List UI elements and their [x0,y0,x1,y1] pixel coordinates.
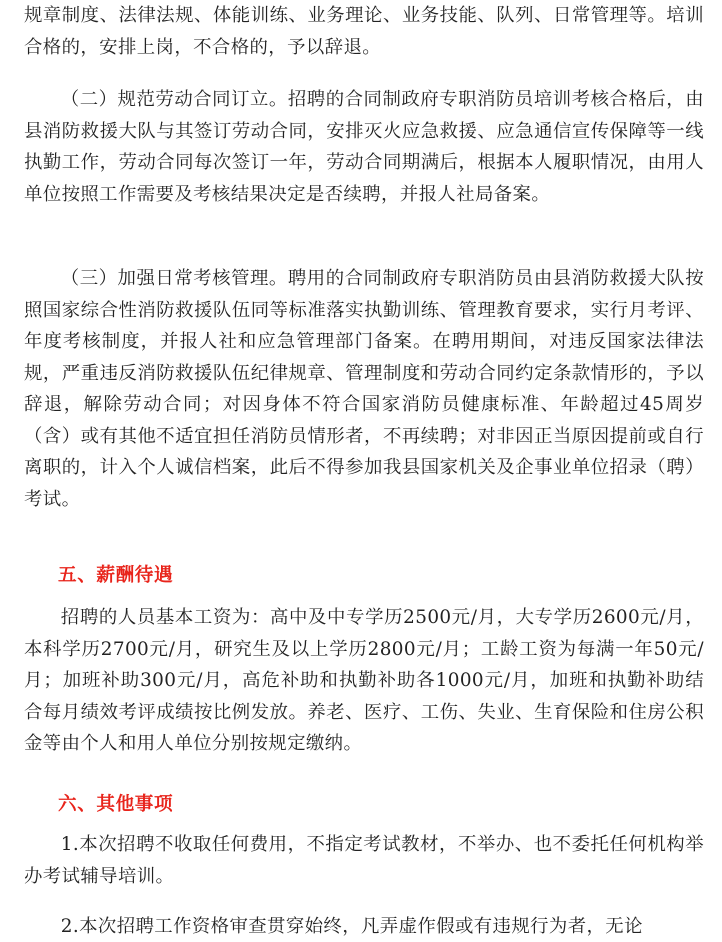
paragraph-training-content: 规章制度、法律法规、体能训练、业务理论、业务技能、队列、日常管理等。培训合格的，安排上岗，不合格的，予以辞退。 [24,5,704,58]
paragraph-item-2: 2.本次招聘工作资格审查贯穿始终，凡弄虚作假或有违规行为者，无论 [60,916,643,937]
paragraph-daily-assessment: （三）加强日常考核管理。聘用的合同制政府专职消防员由县消防救援大队按照国家综合性消防救援队伍同等标准落实执勤训练、管理教育要求，实行月考评、年度考核制度，并报人社和应急管理部门备案。在聘用期间，对违反国家法律法规，严重违反消防救援队伍纪律规章、管理制度和劳动合同约定条款情形的，予以辞退，解除劳动合同；对因身体不符合国家消防员健康标准、年龄超过45周岁（含）或有其他不适宜担任消防员情形者，不再续聘；对非因正当原因提前或自行离职的，计入个人诚信档案，此后不得参加我县国家机关及企事业单位招录（聘）考试。 [24,268,704,510]
paragraph-labor-contract: （二）规范劳动合同订立。招聘的合同制政府专职消防员培训考核合格后，由县消防救援大队与其签订劳动合同，安排灭火应急救援、应急通信宣传保障等一线执勤工作，劳动合同每次签订一年，劳动合同期满后，根据本人履职情况，由用人单位按照工作需要及考核结果决定是否续聘，并报人社局备案。 [24,89,704,205]
paragraph-item-1: 1.本次招聘不收取任何费用，不指定考试教材，不举办、也不委托任何机构举办考试辅导培训。 [24,834,704,887]
section-heading-other-matters: 六、其他事项 [58,794,174,815]
section-heading-salary: 五、薪酬待遇 [58,565,174,586]
paragraph-salary-details: 招聘的人员基本工资为：高中及中专学历2500元/月，大专学历2600元/月，本科学历2700元/月，研究生及以上学历2800元/月；工龄工资为每满一年50元/月；加班补助300元/月，高危补助和执勤补助各1000元/月，加班和执勤补助结合每月绩效考评成绩按比例发放。养老、医疗、工伤、失业、生育保险和住房公积金等由个人和用人单位分别按规定缴纳。 [24,607,704,754]
